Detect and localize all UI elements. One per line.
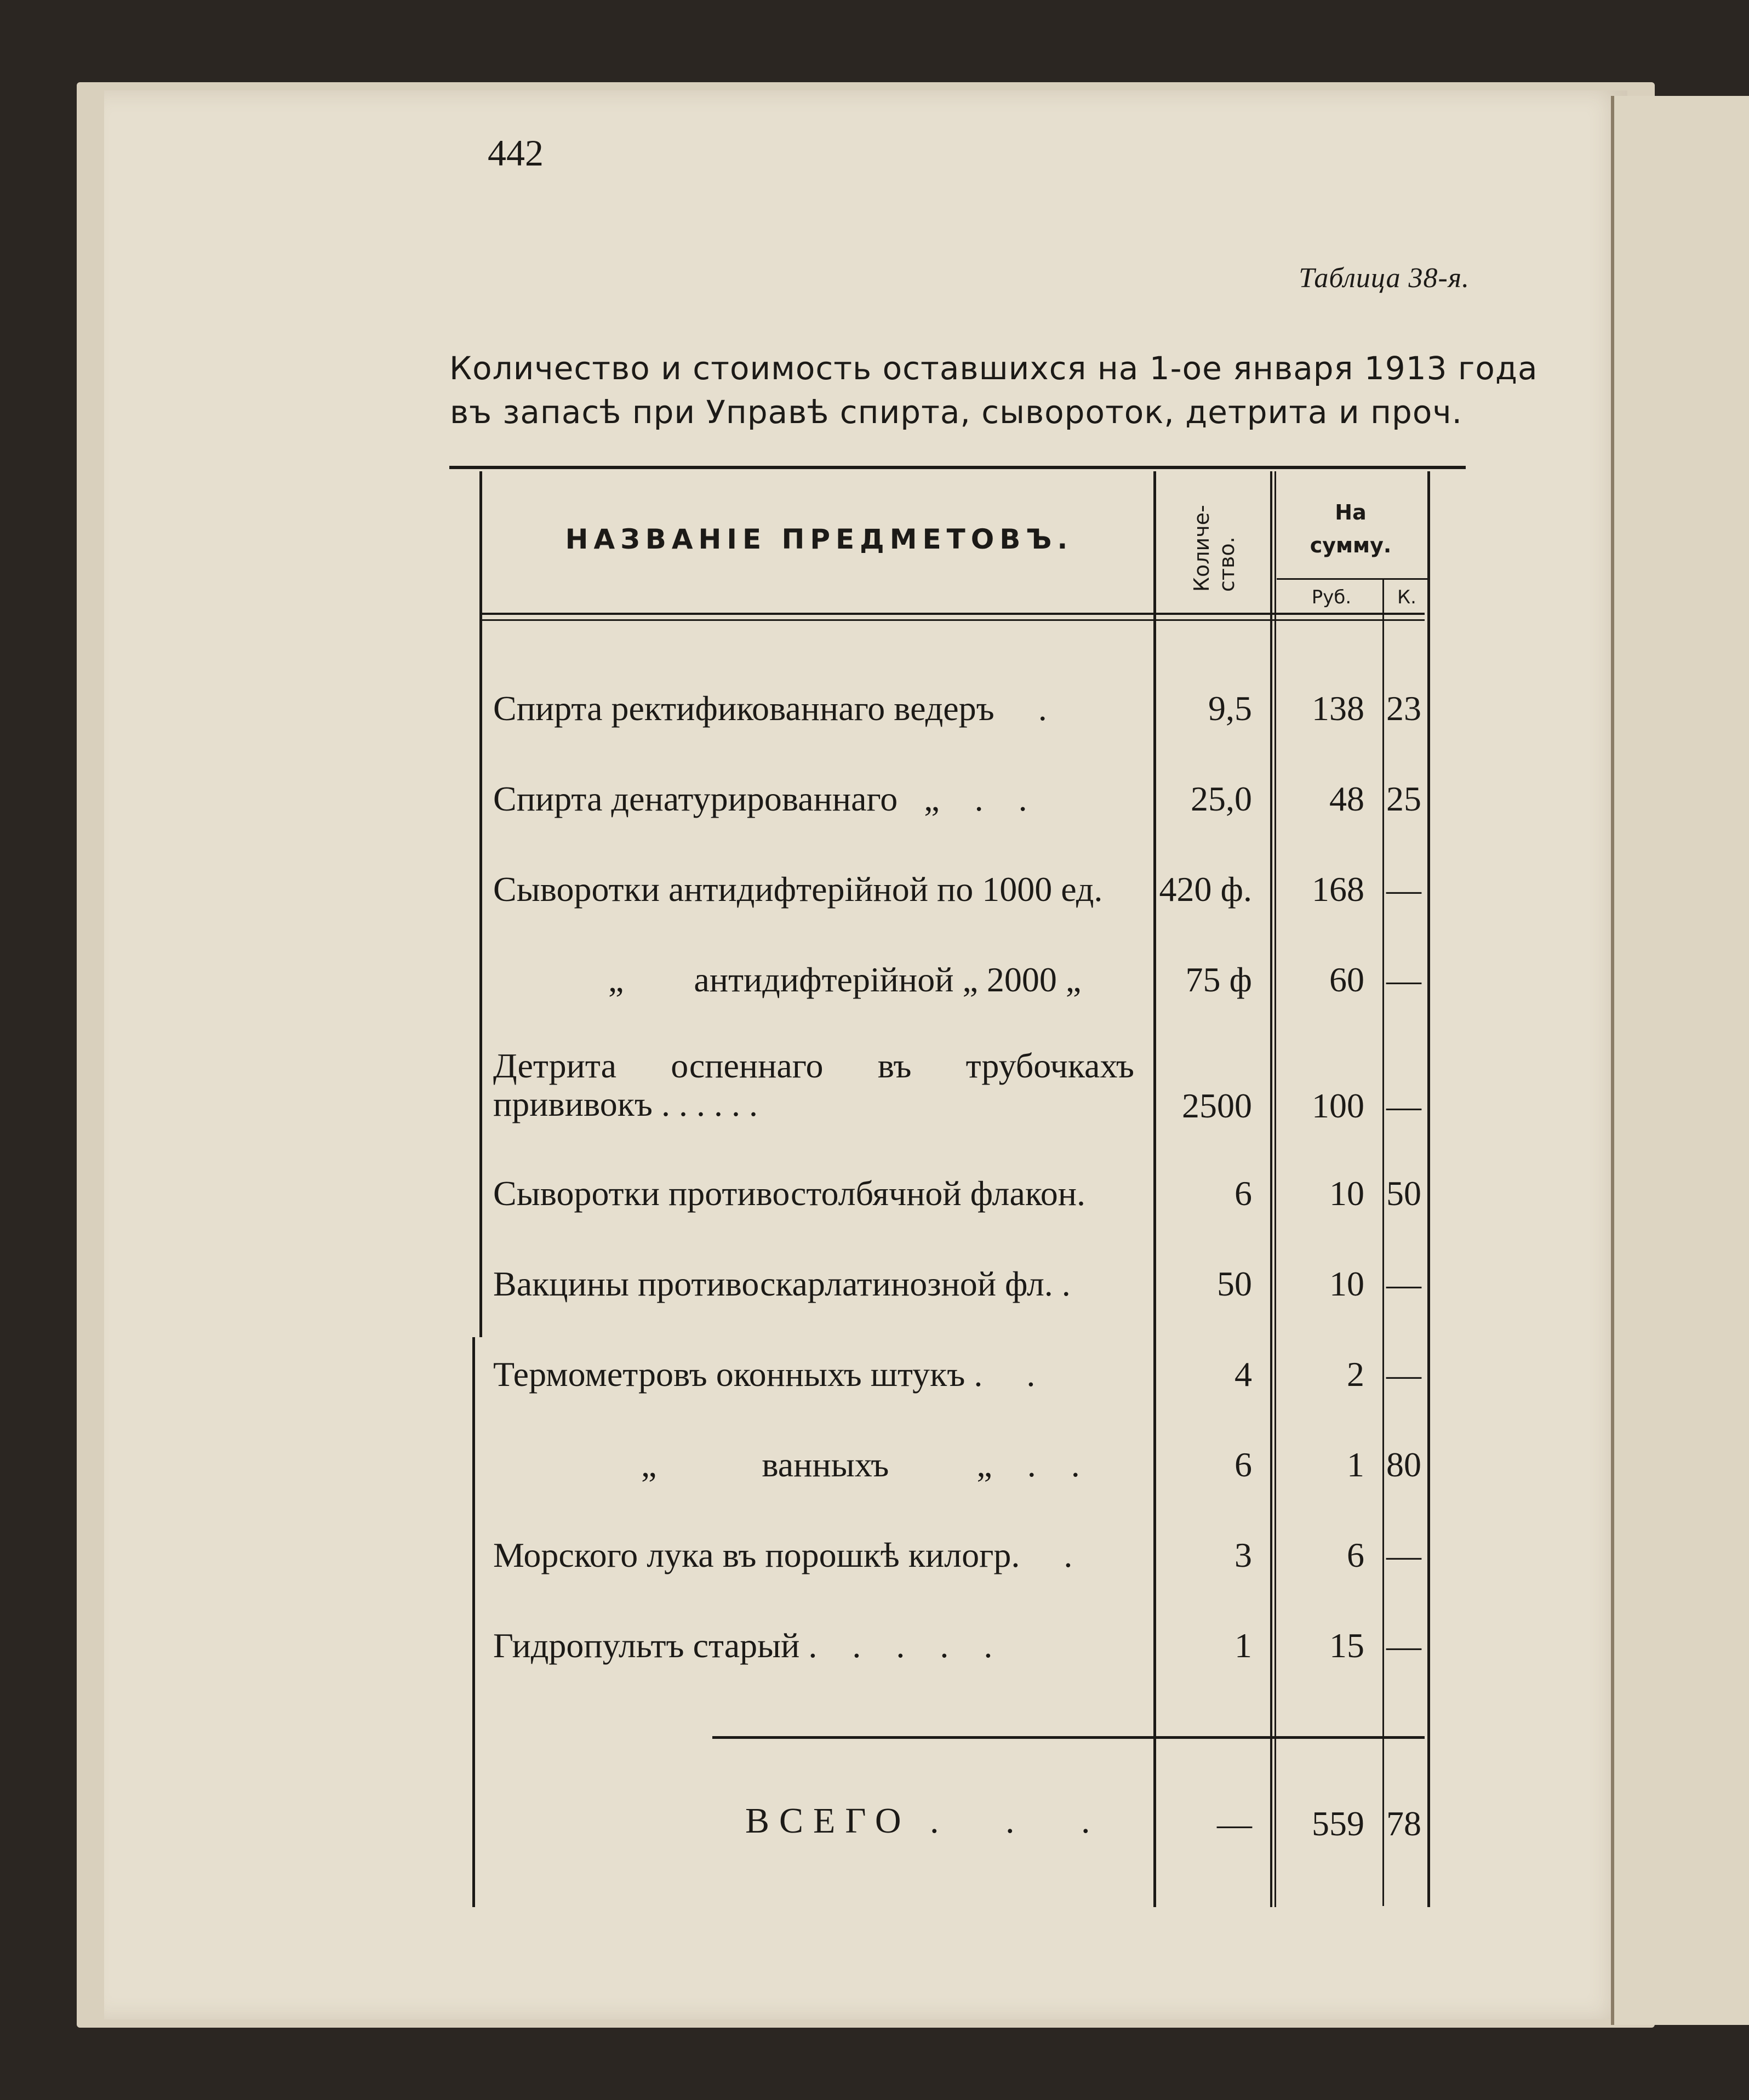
sum-subheader-rule xyxy=(1277,578,1430,580)
page-number: 442 xyxy=(488,132,544,174)
total-label: ВСЕГО . . . xyxy=(745,1801,1100,1841)
item-rubles: 2 xyxy=(1347,1355,1364,1394)
table-title-line-1: Количество и стоимость оставшихся на 1-ое января 1913 года xyxy=(449,350,1538,387)
total-kopecks: 78 xyxy=(1386,1804,1421,1843)
item-name: Детрита оспеннаго въ трубочкахъ прививокъ . . . . . . xyxy=(493,1046,1134,1123)
header-rubles: Руб. xyxy=(1311,586,1352,608)
item-kopecks: — xyxy=(1386,1086,1421,1125)
subtotal-rule xyxy=(712,1736,1425,1739)
item-rubles: 48 xyxy=(1329,779,1364,818)
item-quantity: 420 ф. xyxy=(1159,870,1252,909)
item-name: Вакцины противоскарлатинозной фл. . xyxy=(493,1264,1071,1303)
item-quantity: 9,5 xyxy=(1208,689,1252,728)
table-row xyxy=(0,1625,1749,1691)
item-rubles: 10 xyxy=(1329,1174,1364,1213)
item-kopecks: — xyxy=(1386,870,1421,909)
table-row xyxy=(0,1444,1749,1510)
item-name: Спирта денатурированнаго „ . . xyxy=(493,779,1027,818)
total-rubles: 559 xyxy=(1312,1804,1364,1843)
header-sum: На сумму. xyxy=(1310,500,1392,557)
table-top-rule xyxy=(449,466,1466,469)
item-name: „ ванныхъ „ . . xyxy=(641,1445,1080,1484)
table-left-border-lower xyxy=(472,1337,475,1907)
item-name: Сыворотки антидифтерійной по 1000 ед. xyxy=(493,870,1103,909)
item-name: „ антидифтерійной „ 2000 „ xyxy=(608,960,1082,999)
item-kopecks: — xyxy=(1386,1536,1421,1574)
item-kopecks: — xyxy=(1386,1355,1421,1394)
header-quantity: Количе- ство. xyxy=(1190,505,1239,592)
item-kopecks: — xyxy=(1386,1626,1421,1665)
table-row xyxy=(0,1047,1749,1140)
header-bottom-rule xyxy=(482,613,1425,615)
item-quantity: 50 xyxy=(1217,1264,1252,1303)
header-kopecks: К. xyxy=(1397,586,1416,608)
item-quantity: 2500 xyxy=(1182,1086,1252,1125)
item-quantity: 6 xyxy=(1234,1445,1252,1484)
item-rubles: 138 xyxy=(1312,689,1364,728)
item-kopecks: 25 xyxy=(1386,779,1421,818)
header-item-name: НАЗВАНІЕ ПРЕДМЕТОВЪ. xyxy=(565,523,1073,555)
item-rubles: 10 xyxy=(1329,1264,1364,1303)
item-quantity: 75 ф xyxy=(1185,960,1252,999)
table-row xyxy=(0,1263,1749,1329)
table-row xyxy=(0,1173,1749,1239)
table-title-line-2: въ запасѣ при Управѣ спирта, сывороток, детрита и проч. xyxy=(449,393,1463,431)
item-rubles: 100 xyxy=(1312,1086,1364,1125)
item-rubles: 6 xyxy=(1347,1536,1364,1574)
item-name: Гидропультъ старый . . . . . xyxy=(493,1626,993,1665)
item-rubles: 1 xyxy=(1347,1445,1364,1484)
item-kopecks: 23 xyxy=(1386,689,1421,728)
item-quantity: 25,0 xyxy=(1191,779,1252,818)
item-rubles: 168 xyxy=(1312,870,1364,909)
table-row xyxy=(0,778,1749,844)
table-row xyxy=(0,959,1749,1025)
item-kopecks: — xyxy=(1386,1264,1421,1303)
item-name: Термометровъ оконныхъ штукъ . . xyxy=(493,1355,1036,1394)
item-name: Морского лука въ порошкѣ килогр. . xyxy=(493,1536,1073,1574)
item-quantity: 6 xyxy=(1234,1174,1252,1213)
item-name: Спирта ректификованнаго ведеръ . xyxy=(493,689,1047,728)
item-kopecks: — xyxy=(1386,960,1421,999)
table-row xyxy=(0,1354,1749,1419)
item-rubles: 60 xyxy=(1329,960,1364,999)
header-bottom-rule-2 xyxy=(482,619,1425,621)
item-quantity: 1 xyxy=(1234,1626,1252,1665)
item-quantity: 4 xyxy=(1234,1355,1252,1394)
item-kopecks: 50 xyxy=(1386,1174,1421,1213)
item-quantity: 3 xyxy=(1234,1536,1252,1574)
table-row xyxy=(0,688,1749,754)
table-row xyxy=(0,869,1749,934)
item-rubles: 15 xyxy=(1329,1626,1364,1665)
table-row xyxy=(0,1534,1749,1600)
total-quantity: — xyxy=(1217,1804,1252,1843)
item-name: Сыворотки противостолбячной флакон. xyxy=(493,1174,1085,1213)
table-label: Таблица 38-я. xyxy=(1299,262,1470,294)
item-kopecks: 80 xyxy=(1386,1445,1421,1484)
